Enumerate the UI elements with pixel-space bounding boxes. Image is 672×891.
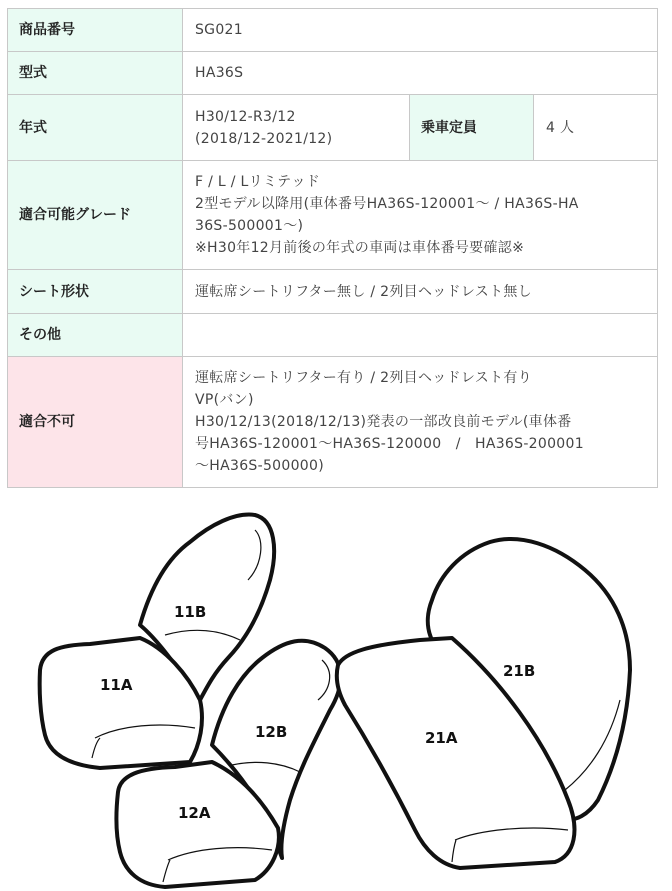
value-capacity: 4 人 [534, 95, 658, 161]
year-line: (2018/12-2021/12) [195, 130, 333, 147]
year-line: H30/12-R3/12 [195, 108, 296, 125]
seat-layout-diagram [0, 500, 672, 891]
label-incompatible: 適合不可 [8, 357, 183, 488]
seat-label: 21B [503, 662, 536, 680]
label-seat-shape: シート形状 [8, 270, 183, 314]
value-incompatible [183, 357, 658, 488]
value-product-code: SG021 [183, 9, 658, 52]
grade-line: F / L / Lリミテッド [195, 174, 321, 190]
label-model: 型式 [8, 52, 183, 95]
row-seat-shape [8, 270, 658, 314]
label-capacity: 乗車定員 [410, 95, 534, 161]
incompatible-line: 運転席シートリフター有り / 2列目ヘッドレスト有り [195, 370, 532, 386]
seat-label: 12B [255, 723, 288, 741]
incompatible-line: 号HA36S-120001〜HA36S-120000 / HA36S-200001 [195, 436, 584, 452]
label-year: 年式 [8, 95, 183, 161]
value-grade [183, 161, 658, 270]
spec-table [7, 8, 658, 488]
label-grade: 適合可能グレード [8, 161, 183, 270]
label-other: その他 [8, 314, 183, 357]
seat-label: 21A [425, 729, 458, 747]
seat-label: 11B [174, 603, 207, 621]
incompatible-line: H30/12/13(2018/12/13)発表の一部改良前モデル(車体番 [195, 414, 572, 430]
value-model: HA36S [183, 52, 658, 95]
seat-label: 12A [178, 804, 211, 822]
grade-line: 36S-500001〜) [195, 218, 304, 234]
row-year [8, 95, 658, 161]
row-incompatible [8, 357, 658, 488]
row-grade [8, 161, 658, 270]
incompatible-line: 〜HA36S-500000) [195, 458, 324, 474]
row-other [8, 314, 658, 357]
value-year [183, 95, 410, 161]
grade-line: 2型モデル以降用(車体番号HA36S-120001〜 / HA36S-HA [195, 196, 579, 212]
grade-line: ※H30年12月前後の年式の車両は車体番号要確認※ [195, 240, 525, 256]
seat-label: 11A [100, 676, 133, 694]
incompatible-line: VP(バン) [195, 392, 254, 408]
value-other [183, 314, 658, 357]
value-seat-shape: 運転席シートリフター無し / 2列目ヘッドレスト無し [183, 270, 658, 314]
row-product-code [8, 9, 658, 52]
row-model [8, 52, 658, 95]
label-product-code: 商品番号 [8, 9, 183, 52]
